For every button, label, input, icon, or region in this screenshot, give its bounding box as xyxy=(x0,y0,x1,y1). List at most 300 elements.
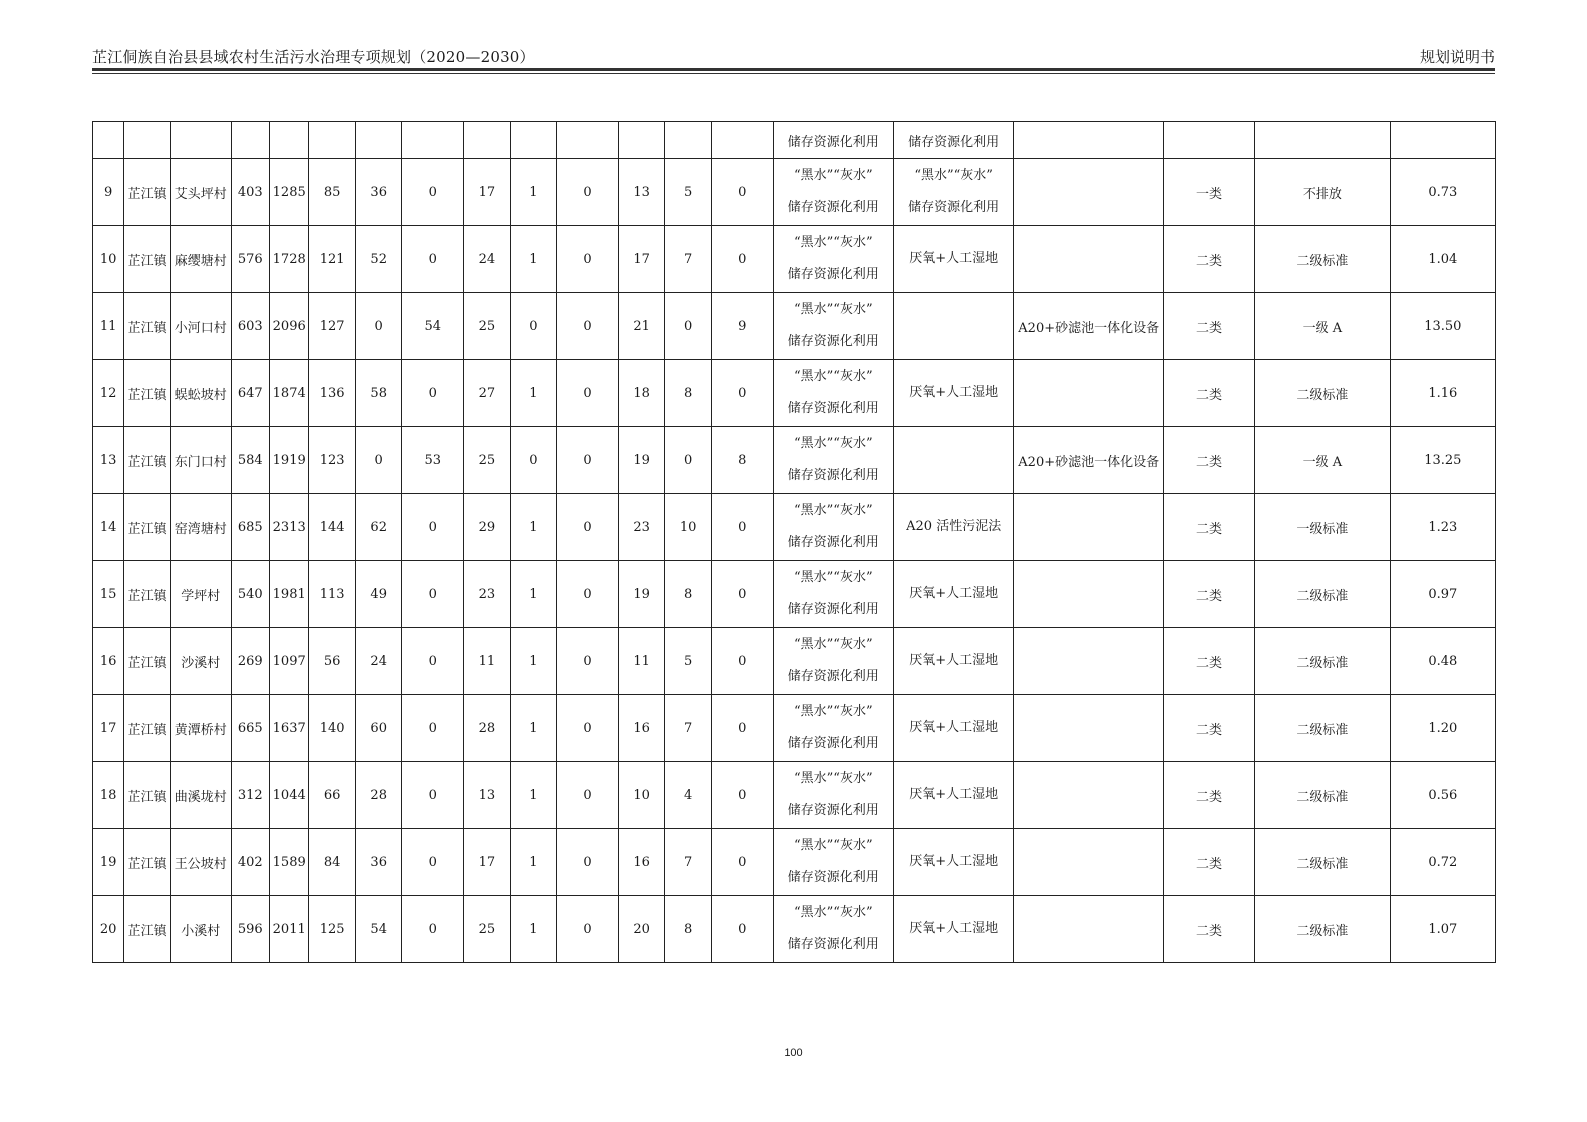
table-cell-c6: 144 xyxy=(309,494,356,561)
table-cell-village: 曲溪垅村 xyxy=(170,762,231,829)
table-cell xyxy=(170,122,231,159)
table-cell-village: 小河口村 xyxy=(170,293,231,360)
cell-text-line: 储存资源化利用 xyxy=(787,602,879,617)
table-cell-category: 二类 xyxy=(1164,494,1255,561)
table-cell-c6: 113 xyxy=(309,561,356,628)
table-cell-population: 2011 xyxy=(269,896,308,963)
cell-text-line: 储存资源化利用 xyxy=(787,267,879,282)
table-cell-c9: 25 xyxy=(464,896,511,963)
table-cell-households: 665 xyxy=(231,695,269,762)
table-cell-c6: 140 xyxy=(309,695,356,762)
table-cell-c7: 52 xyxy=(355,226,402,293)
table-row xyxy=(93,896,1496,963)
table-cell-equipment xyxy=(1014,494,1164,561)
table-cell-c10: 1 xyxy=(510,360,557,427)
table-cell-category: 一类 xyxy=(1164,159,1255,226)
table-cell-mode xyxy=(773,896,893,963)
table-cell-no: 17 xyxy=(93,695,124,762)
table-cell-c10: 1 xyxy=(510,159,557,226)
table-cell-c10: 1 xyxy=(510,494,557,561)
table-cell-c10: 1 xyxy=(510,226,557,293)
table-cell-c14: 0 xyxy=(711,494,773,561)
table-cell-standard: 二级标准 xyxy=(1255,829,1391,896)
table-cell-c11: 0 xyxy=(557,896,619,963)
table-cell xyxy=(93,122,124,159)
table-cell xyxy=(402,122,464,159)
table-row xyxy=(93,762,1496,829)
table-cell-mode xyxy=(773,293,893,360)
table-cell-c12: 13 xyxy=(618,159,665,226)
table-row xyxy=(93,494,1496,561)
village-sewage-table xyxy=(92,121,1496,963)
table-cell-equipment xyxy=(1014,159,1164,226)
cell-text-line: “黑水”“灰水” xyxy=(794,637,873,652)
table-cell-households: 596 xyxy=(231,896,269,963)
table-cell-equipment xyxy=(1014,896,1164,963)
cell-text-line: 储存资源化利用 xyxy=(787,870,879,885)
table-cell-equipment: A20+砂滤池一体化设备 xyxy=(1014,427,1164,494)
table-cell-town: 芷江镇 xyxy=(124,561,171,628)
table-cell-mode xyxy=(773,494,893,561)
page-number: 100 xyxy=(784,1047,803,1059)
table-cell-town: 芷江镇 xyxy=(124,695,171,762)
table-cell-c12: 20 xyxy=(618,896,665,963)
table-cell xyxy=(665,122,712,159)
table-cell-households: 269 xyxy=(231,628,269,695)
table-cell-village: 窑湾塘村 xyxy=(170,494,231,561)
table-cell-c13: 5 xyxy=(665,159,712,226)
cell-text-line: “黑水”“灰水” xyxy=(794,704,873,719)
table-cell-process xyxy=(893,494,1013,561)
table-cell-village: 黄潭桥村 xyxy=(170,695,231,762)
table-row xyxy=(93,159,1496,226)
table-cell-c9: 13 xyxy=(464,762,511,829)
table-cell-c14: 0 xyxy=(711,226,773,293)
table-cell-c10: 0 xyxy=(510,293,557,360)
table-cell-c7: 36 xyxy=(355,159,402,226)
table-cell-c8: 0 xyxy=(402,360,464,427)
table-cell-c8: 0 xyxy=(402,628,464,695)
table-cell xyxy=(1014,122,1164,159)
table-cell-village: 王公坡村 xyxy=(170,829,231,896)
cell-text-line: 储存资源化利用 xyxy=(787,401,879,416)
table-cell-c9: 17 xyxy=(464,829,511,896)
table-cell-households: 312 xyxy=(231,762,269,829)
table-cell xyxy=(355,122,402,159)
cell-text-line: “黑水”“灰水” xyxy=(794,235,873,250)
table-cell-category: 二类 xyxy=(1164,762,1255,829)
table-cell-c10: 1 xyxy=(510,829,557,896)
table-cell-c9: 28 xyxy=(464,695,511,762)
table-cell xyxy=(1390,122,1495,159)
cell-text-line: 厌氧+人工湿地 xyxy=(909,385,999,400)
table-cell-process xyxy=(893,427,1013,494)
table-cell-standard: 二级标准 xyxy=(1255,360,1391,427)
table-cell-c8: 0 xyxy=(402,896,464,963)
table-cell-population: 1637 xyxy=(269,695,308,762)
table-cell-mode xyxy=(773,427,893,494)
cell-text-line: 储存资源化利用 xyxy=(787,334,879,349)
table-cell-c8: 0 xyxy=(402,159,464,226)
table-cell-c8: 0 xyxy=(402,829,464,896)
table-cell-c7: 60 xyxy=(355,695,402,762)
table-cell-town: 芷江镇 xyxy=(124,762,171,829)
table-cell-town: 芷江镇 xyxy=(124,628,171,695)
table-cell-c9: 29 xyxy=(464,494,511,561)
table-row xyxy=(93,829,1496,896)
table-cell-c13: 0 xyxy=(665,293,712,360)
table-cell-village: 麻缨塘村 xyxy=(170,226,231,293)
cell-text-line: “黑水”“灰水” xyxy=(794,838,873,853)
table-cell-standard: 一级 A xyxy=(1255,293,1391,360)
table-cell xyxy=(231,122,269,159)
table-cell-no: 10 xyxy=(93,226,124,293)
table-cell-c8: 0 xyxy=(402,494,464,561)
table-cell-c9: 11 xyxy=(464,628,511,695)
table-cell-no: 11 xyxy=(93,293,124,360)
table-cell-households: 603 xyxy=(231,293,269,360)
header-rule-thin xyxy=(92,73,1495,74)
table-cell-households: 584 xyxy=(231,427,269,494)
table-cell-c8: 53 xyxy=(402,427,464,494)
table-cell-value: 13.25 xyxy=(1390,427,1495,494)
table-cell-mode xyxy=(773,628,893,695)
table-cell-standard: 二级标准 xyxy=(1255,762,1391,829)
table-cell-category: 二类 xyxy=(1164,226,1255,293)
table-cell-c13: 10 xyxy=(665,494,712,561)
table-cell-no: 19 xyxy=(93,829,124,896)
table-cell-c8: 54 xyxy=(402,293,464,360)
table-row xyxy=(93,293,1496,360)
table-cell-c11: 0 xyxy=(557,360,619,427)
table-cell-no: 16 xyxy=(93,628,124,695)
table-cell-c8: 0 xyxy=(402,695,464,762)
table-cell-value: 0.72 xyxy=(1390,829,1495,896)
table-cell-c14: 0 xyxy=(711,159,773,226)
document-title: 芷江侗族自治县县域农村生活污水治理专项规划（2020—2030） xyxy=(92,48,535,66)
table-cell-c13: 0 xyxy=(665,427,712,494)
table-cell-standard: 二级标准 xyxy=(1255,896,1391,963)
table-cell-standard: 不排放 xyxy=(1255,159,1391,226)
table-cell-value: 0.73 xyxy=(1390,159,1495,226)
table-cell-c7: 28 xyxy=(355,762,402,829)
table-cell-c13: 8 xyxy=(665,896,712,963)
cell-text-line: “黑水”“灰水” xyxy=(794,369,873,384)
table-cell xyxy=(124,122,171,159)
table-cell xyxy=(510,122,557,159)
table-cell-c12: 16 xyxy=(618,695,665,762)
table-cell-c14: 0 xyxy=(711,360,773,427)
table-cell-c8: 0 xyxy=(402,561,464,628)
table-cell-c6: 56 xyxy=(309,628,356,695)
table-cell-c12: 10 xyxy=(618,762,665,829)
table-cell-c9: 24 xyxy=(464,226,511,293)
table-cell-no: 18 xyxy=(93,762,124,829)
table-cell-value: 1.23 xyxy=(1390,494,1495,561)
table-cell-standard: 二级标准 xyxy=(1255,226,1391,293)
table-cell-c8: 0 xyxy=(402,762,464,829)
table-cell-standard: 二级标准 xyxy=(1255,628,1391,695)
table-cell-process: 储存资源化利用 xyxy=(893,122,1013,159)
cell-text-line: 厌氧+人工湿地 xyxy=(909,787,999,802)
table-cell-c13: 4 xyxy=(665,762,712,829)
continued-row xyxy=(93,122,1496,159)
cell-text-line: 储存资源化利用 xyxy=(787,535,879,550)
table-cell-c10: 1 xyxy=(510,628,557,695)
table-cell-population: 1981 xyxy=(269,561,308,628)
table-cell xyxy=(309,122,356,159)
table-cell-c9: 27 xyxy=(464,360,511,427)
cell-text-line: 厌氧+人工湿地 xyxy=(909,586,999,601)
cell-text-line: 厌氧+人工湿地 xyxy=(909,921,999,936)
table-cell-population: 1589 xyxy=(269,829,308,896)
cell-text-line: 储存资源化利用 xyxy=(787,468,879,483)
table-cell-village: 艾头坪村 xyxy=(170,159,231,226)
cell-text-line: “黑水”“灰水” xyxy=(794,905,873,920)
table-cell-equipment xyxy=(1014,628,1164,695)
table-cell-households: 647 xyxy=(231,360,269,427)
table-cell-category: 二类 xyxy=(1164,360,1255,427)
table-cell-no: 13 xyxy=(93,427,124,494)
table-cell-population: 1097 xyxy=(269,628,308,695)
table-cell-mode xyxy=(773,695,893,762)
cell-text-line: 储存资源化利用 xyxy=(787,669,879,684)
table-cell-c7: 49 xyxy=(355,561,402,628)
table-cell-standard: 一级 A xyxy=(1255,427,1391,494)
table-cell-population: 1728 xyxy=(269,226,308,293)
table-cell-equipment xyxy=(1014,762,1164,829)
table-cell-standard: 二级标准 xyxy=(1255,695,1391,762)
table-cell-c14: 9 xyxy=(711,293,773,360)
table-cell-value: 0.97 xyxy=(1390,561,1495,628)
table-cell-process xyxy=(893,896,1013,963)
table-cell-c14: 0 xyxy=(711,628,773,695)
table-cell-households: 540 xyxy=(231,561,269,628)
table-cell-category: 二类 xyxy=(1164,896,1255,963)
cell-text-line: “黑水”“灰水” xyxy=(914,168,993,183)
table-cell-no: 9 xyxy=(93,159,124,226)
table-cell-value: 13.50 xyxy=(1390,293,1495,360)
table-cell-mode xyxy=(773,360,893,427)
table-cell-c13: 5 xyxy=(665,628,712,695)
cell-text-line: A20 活性污泥法 xyxy=(906,519,1002,534)
table-cell-c12: 19 xyxy=(618,561,665,628)
table-cell-c14: 0 xyxy=(711,829,773,896)
cell-text-line: “黑水”“灰水” xyxy=(794,436,873,451)
table-cell-value: 1.20 xyxy=(1390,695,1495,762)
table-cell-process xyxy=(893,695,1013,762)
table-cell-process xyxy=(893,360,1013,427)
table-cell-c12: 16 xyxy=(618,829,665,896)
table-cell-c12: 11 xyxy=(618,628,665,695)
table-cell-standard: 一级标准 xyxy=(1255,494,1391,561)
table-cell-c14: 0 xyxy=(711,896,773,963)
table-cell-no: 20 xyxy=(93,896,124,963)
table-cell-town: 芷江镇 xyxy=(124,226,171,293)
table-cell-mode xyxy=(773,561,893,628)
table-cell-c7: 24 xyxy=(355,628,402,695)
table-cell-village: 东门口村 xyxy=(170,427,231,494)
table-cell-population: 1874 xyxy=(269,360,308,427)
table-cell-c7: 54 xyxy=(355,896,402,963)
table-cell-mode xyxy=(773,762,893,829)
cell-text-line: “黑水”“灰水” xyxy=(794,771,873,786)
table-cell-process xyxy=(893,159,1013,226)
table-cell-value: 0.48 xyxy=(1390,628,1495,695)
table-cell-village: 沙溪村 xyxy=(170,628,231,695)
table-cell-c7: 62 xyxy=(355,494,402,561)
table-cell-value: 0.56 xyxy=(1390,762,1495,829)
table-cell-c6: 84 xyxy=(309,829,356,896)
table-cell-c11: 0 xyxy=(557,159,619,226)
table-row xyxy=(93,360,1496,427)
table-cell-population: 2096 xyxy=(269,293,308,360)
table-cell-category: 二类 xyxy=(1164,427,1255,494)
table-cell-equipment xyxy=(1014,695,1164,762)
table-cell-c9: 25 xyxy=(464,293,511,360)
table-cell-c6: 127 xyxy=(309,293,356,360)
table-cell-c13: 7 xyxy=(665,226,712,293)
table-cell-c6: 121 xyxy=(309,226,356,293)
table-cell-category: 二类 xyxy=(1164,561,1255,628)
table-cell-category: 二类 xyxy=(1164,829,1255,896)
cell-text-line: 厌氧+人工湿地 xyxy=(909,720,999,735)
cell-text-line: “黑水”“灰水” xyxy=(794,168,873,183)
cell-text-line: 厌氧+人工湿地 xyxy=(909,653,999,668)
document-section: 规划说明书 xyxy=(1419,48,1495,66)
table-cell-value: 1.04 xyxy=(1390,226,1495,293)
table-cell-town: 芷江镇 xyxy=(124,829,171,896)
cell-text-line: “黑水”“灰水” xyxy=(794,302,873,317)
table-cell-c11: 0 xyxy=(557,494,619,561)
table-cell xyxy=(557,122,619,159)
table-cell-households: 576 xyxy=(231,226,269,293)
table-cell-category: 二类 xyxy=(1164,628,1255,695)
table-cell-c12: 19 xyxy=(618,427,665,494)
table-cell-no: 12 xyxy=(93,360,124,427)
table-cell-c11: 0 xyxy=(557,561,619,628)
table-cell-c10: 0 xyxy=(510,427,557,494)
table-cell-village: 小溪村 xyxy=(170,896,231,963)
table-cell-c7: 0 xyxy=(355,427,402,494)
table-cell-c10: 1 xyxy=(510,695,557,762)
table-cell xyxy=(1255,122,1391,159)
table-row xyxy=(93,427,1496,494)
table-cell-c9: 25 xyxy=(464,427,511,494)
cell-text-line: 储存资源化利用 xyxy=(787,736,879,751)
table-cell-c13: 8 xyxy=(665,360,712,427)
table-cell-households: 403 xyxy=(231,159,269,226)
table-cell-process xyxy=(893,561,1013,628)
table-cell-category: 二类 xyxy=(1164,695,1255,762)
table-row xyxy=(93,695,1496,762)
table-cell-households: 402 xyxy=(231,829,269,896)
table-row xyxy=(93,628,1496,695)
table-cell-c11: 0 xyxy=(557,829,619,896)
table-cell-c14: 0 xyxy=(711,695,773,762)
table-cell-c13: 7 xyxy=(665,829,712,896)
table-cell-c6: 136 xyxy=(309,360,356,427)
table-cell-no: 14 xyxy=(93,494,124,561)
table-cell-c6: 123 xyxy=(309,427,356,494)
table-cell-c6: 66 xyxy=(309,762,356,829)
table-cell-value: 1.07 xyxy=(1390,896,1495,963)
table-row xyxy=(93,226,1496,293)
table-cell-equipment xyxy=(1014,226,1164,293)
table-cell-c9: 17 xyxy=(464,159,511,226)
cell-text-line: 储存资源化利用 xyxy=(787,937,879,952)
table-cell-town: 芷江镇 xyxy=(124,896,171,963)
table-cell-c10: 1 xyxy=(510,896,557,963)
table-cell-c14: 0 xyxy=(711,762,773,829)
table-cell-c11: 0 xyxy=(557,293,619,360)
cell-text-line: “黑水”“灰水” xyxy=(794,503,873,518)
cell-text-line: 储存资源化利用 xyxy=(787,200,879,215)
header-rule xyxy=(92,68,1495,71)
table-cell-c12: 18 xyxy=(618,360,665,427)
table-cell-equipment xyxy=(1014,360,1164,427)
table-cell-c13: 7 xyxy=(665,695,712,762)
table-cell-c14: 0 xyxy=(711,561,773,628)
table-cell-c6: 85 xyxy=(309,159,356,226)
table-cell-town: 芷江镇 xyxy=(124,293,171,360)
table-cell xyxy=(269,122,308,159)
table-cell-town: 芷江镇 xyxy=(124,494,171,561)
table-cell-mode xyxy=(773,829,893,896)
table-cell-mode xyxy=(773,226,893,293)
table-cell-c12: 17 xyxy=(618,226,665,293)
table-cell-c8: 0 xyxy=(402,226,464,293)
table-cell-c13: 8 xyxy=(665,561,712,628)
table-cell-population: 1285 xyxy=(269,159,308,226)
cell-text-line: 厌氧+人工湿地 xyxy=(909,854,999,869)
table-cell-c7: 0 xyxy=(355,293,402,360)
table-cell-equipment xyxy=(1014,561,1164,628)
table-cell-process xyxy=(893,293,1013,360)
table-cell-population: 1044 xyxy=(269,762,308,829)
table-cell-category: 二类 xyxy=(1164,293,1255,360)
table-cell-process xyxy=(893,829,1013,896)
table-cell-process xyxy=(893,628,1013,695)
table-cell-c7: 58 xyxy=(355,360,402,427)
table-cell-population: 2313 xyxy=(269,494,308,561)
table-cell-mode: 储存资源化利用 xyxy=(773,122,893,159)
table-cell-c9: 23 xyxy=(464,561,511,628)
table-cell-c11: 0 xyxy=(557,695,619,762)
table-cell-process xyxy=(893,226,1013,293)
table-cell-standard: 二级标准 xyxy=(1255,561,1391,628)
table-cell-village: 学坪村 xyxy=(170,561,231,628)
table-cell-c11: 0 xyxy=(557,226,619,293)
table-cell-town: 芷江镇 xyxy=(124,159,171,226)
table-row xyxy=(93,561,1496,628)
table-cell-value: 1.16 xyxy=(1390,360,1495,427)
cell-text-line: 厌氧+人工湿地 xyxy=(909,251,999,266)
table-cell xyxy=(1164,122,1255,159)
table-cell-process xyxy=(893,762,1013,829)
table-cell-c6: 125 xyxy=(309,896,356,963)
table-cell-c10: 1 xyxy=(510,561,557,628)
table-cell-equipment xyxy=(1014,829,1164,896)
table-cell xyxy=(711,122,773,159)
table-cell xyxy=(464,122,511,159)
table-cell-c11: 0 xyxy=(557,762,619,829)
table-cell-c10: 1 xyxy=(510,762,557,829)
table-cell-c14: 8 xyxy=(711,427,773,494)
table-cell-town: 芷江镇 xyxy=(124,360,171,427)
table-cell-equipment: A20+砂滤池一体化设备 xyxy=(1014,293,1164,360)
table-cell-mode xyxy=(773,159,893,226)
